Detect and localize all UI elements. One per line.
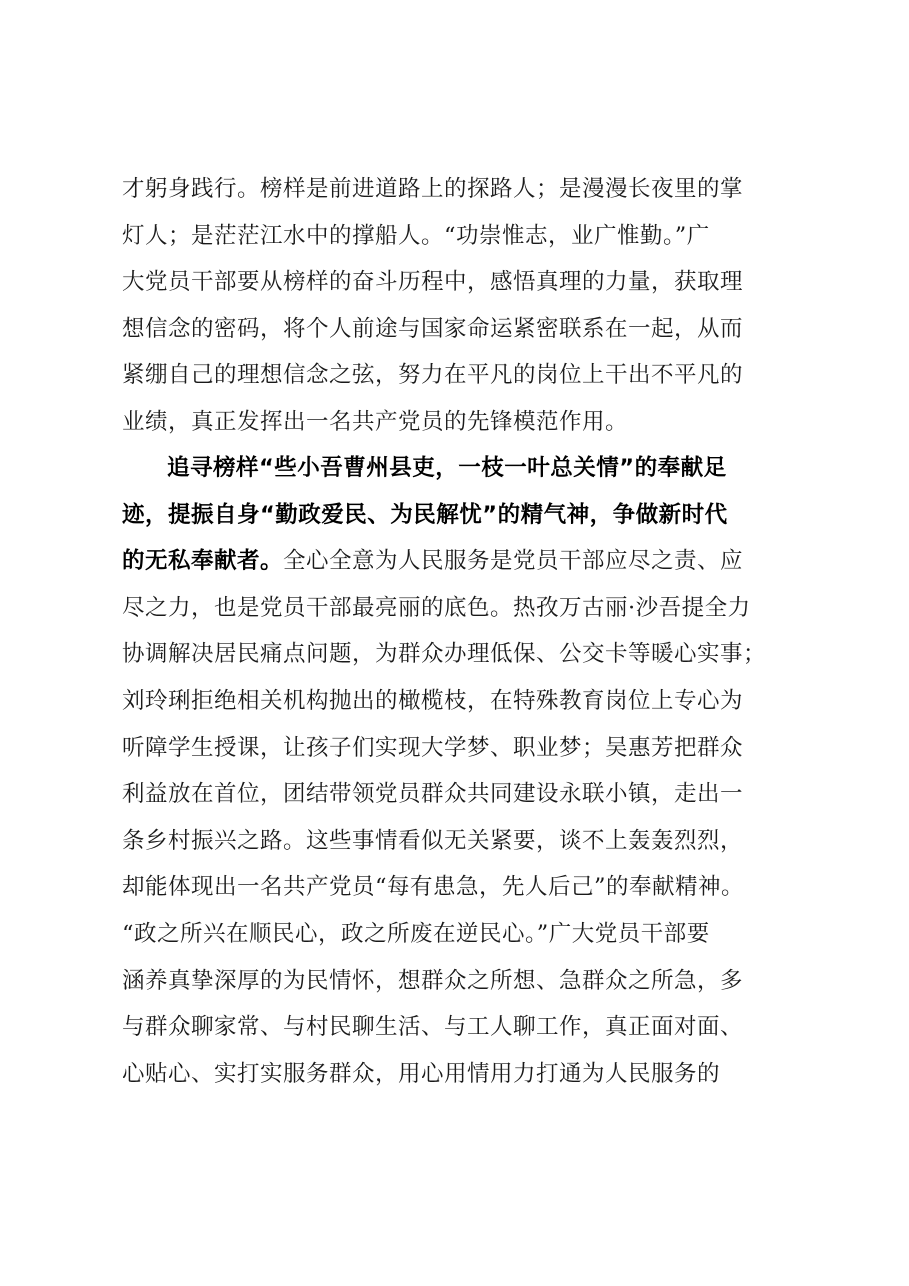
bold-heading-text: 的无私奉献者。 [122, 548, 284, 575]
paragraph-2 [122, 445, 802, 1097]
heading-line [122, 445, 802, 492]
heading-line [122, 492, 802, 539]
paragraph-line: 利益放在首位，团结带领党员群众共同建设永联小镇，走出一 [122, 781, 744, 808]
paragraph-1 [122, 166, 802, 446]
paragraph-line: 却能体现出一名共产党员“每有患急，先人后己”的奉献精神。 [122, 874, 745, 901]
body-text: 全心全意为人民服务是党员干部应尽之责、应 [283, 548, 744, 575]
paragraph-line: 想信念的密码，将个人前途与国家命运紧密联系在一起，从而 [122, 315, 744, 342]
paragraph-line: “政之所兴在顺民心，政之所废在逆民心。”广大党员干部要 [122, 920, 710, 947]
paragraph-line: 协调解决居民痛点问题，为群众办理低保、公交卡等暖心实事； [122, 641, 767, 668]
bold-heading-text: 迹，提振自身“勤政爱民、为民解忧”的精气神，争做新时代 [122, 501, 728, 528]
paragraph-line: 灯人；是茫茫江水中的撑船人。“功崇惟志，业广惟勤。”广 [122, 222, 710, 249]
paragraph-line: 才躬身践行。榜样是前进道路上的探路人；是漫漫长夜里的掌 [122, 176, 744, 202]
paragraph-line: 条乡村振兴之路。这些事情看似无关紧要，谈不上轰轰烈烈， [122, 827, 744, 854]
paragraph-line: 刘玲琍拒绝相关机构抛出的橄榄枝，在特殊教育岗位上专心为 [122, 687, 744, 714]
paragraph-line: 紧绷自己的理想信念之弦，努力在平凡的岗位上干出不平凡的 [122, 362, 744, 389]
mixed-line [122, 538, 802, 585]
paragraph-line: 业绩，真正发挥出一名共产党员的先锋模范作用。 [122, 408, 629, 435]
paragraph-line: 尽之力，也是党员干部最亮丽的底色。热孜万古丽·沙吾提全力 [122, 594, 751, 621]
paragraph-line: 大党员干部要从榜样的奋斗历程中，感悟真理的力量，获取理 [122, 269, 744, 296]
bold-heading-text: 追寻榜样“些小吾曹州县吏，一枝一叶总关情”的奉献足 [167, 455, 727, 481]
paragraph-line: 听障学生授课，让孩子们实现大学梦、职业梦；吴惠芳把群众 [122, 734, 744, 761]
paragraph-line: 心贴心、实打实服务群众，用心用情用力打通为人民服务的 [122, 1060, 721, 1087]
paragraph-line: 涵养真挚深厚的为民情怀，想群众之所想、急群众之所急，多 [122, 967, 744, 994]
paragraph-line: 与群众聊家常、与村民聊生活、与工人聊工作，真正面对面、 [122, 1014, 744, 1041]
